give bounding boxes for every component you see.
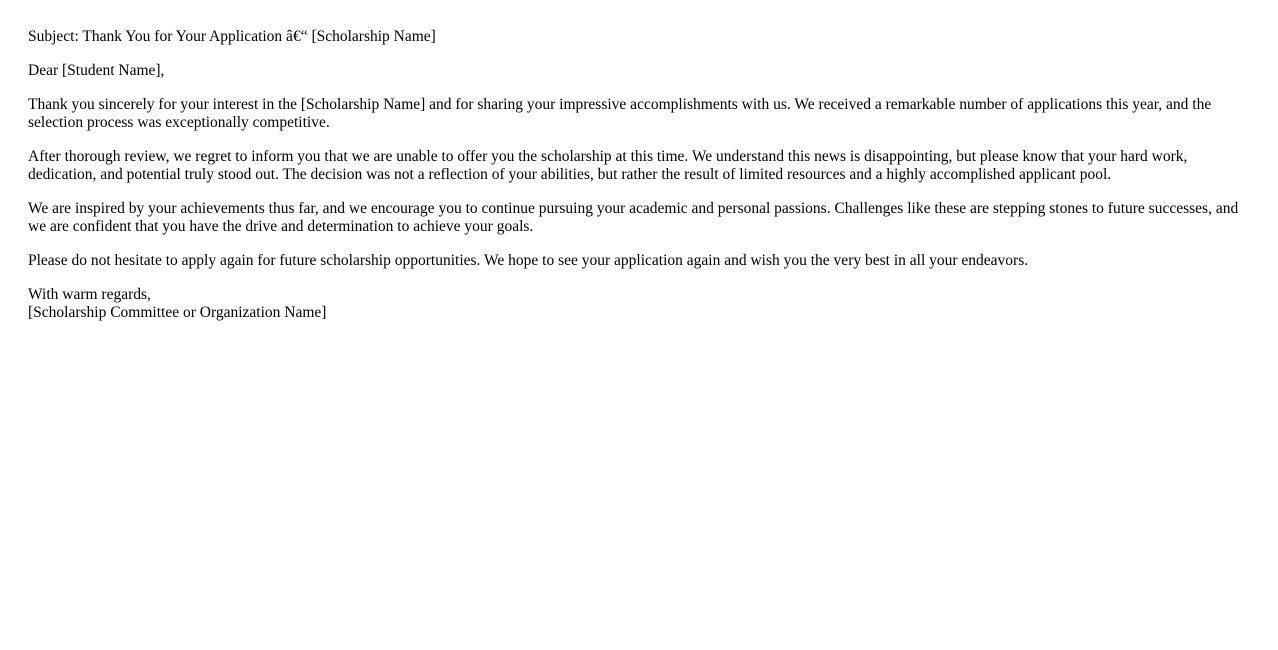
letter-document <box>28 28 1254 338</box>
email-subject: Subject: Thank You for Your Application â€“ [Scholarship Name] <box>28 28 436 45</box>
email-greeting: Dear [Student Name], <box>28 62 165 79</box>
signature-line: [Scholarship Committee or Organization Name] <box>28 304 327 321</box>
closing-line: With warm regards, <box>28 286 151 303</box>
body-paragraph-2: After thorough review, we regret to inform you that we are unable to offer you the scholarship at this time. We understand this news is disappointing, but please know that your hard work, dedication, and potential truly stood out. The decision was not a reflection of your abilities, but rather the result of limited resources and a highly accomplished applicant pool. <box>28 148 1188 183</box>
body-paragraph-4: Please do not hesitate to apply again for future scholarship opportunities. We hope to see your application again and wish you the very best in all your endeavors. <box>28 252 1029 269</box>
body-paragraph-3: We are inspired by your achievements thus far, and we encourage you to continue pursuing your academic and personal passions. Challenges like these are stepping stones to future successes, and we are confident that you have the drive and determination to achieve your goals. <box>28 200 1239 235</box>
body-paragraph-1: Thank you sincerely for your interest in the [Scholarship Name] and for sharing your impressive accomplishments with us. We received a remarkable number of applications this year, and the selection process was exceptionally competitive. <box>28 96 1212 131</box>
closing-block <box>28 286 1254 322</box>
